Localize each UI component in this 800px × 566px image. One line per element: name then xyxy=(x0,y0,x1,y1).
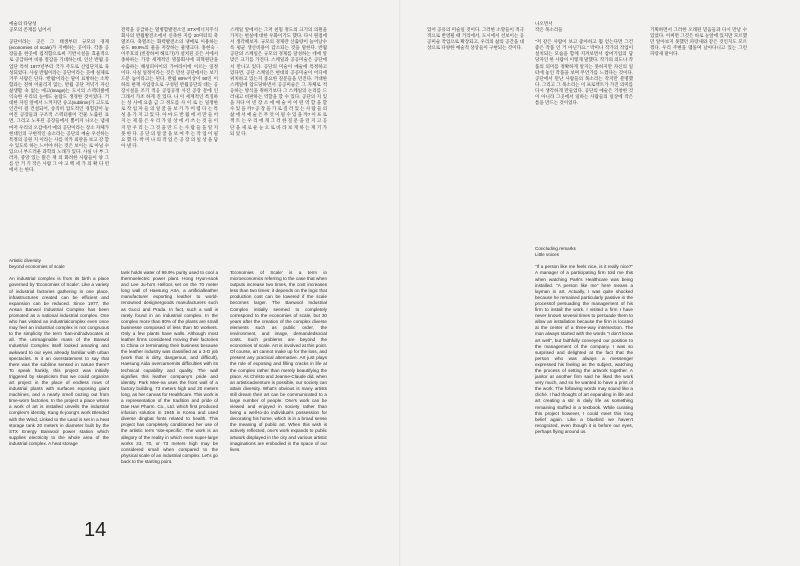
ko-body-text: "저 같은 사람이 보고 좋아하고 뭘 얻는다면 그건 좋은 작품 인 거 아닌가요." 박미나 작가의 작업이 설치되는 모습을 함께 지켜보면서 참여기업의 담당자인 한 사람이 이렇게 말했다. 작가의 의도나 작품의 의미를 정확하게 알지는 못하지만 자신의 일터에 놓인 작품을 보며 무언가를 느꼈다는 것이다. 공단에서 만난 사람들의 목소리는 작지만 분명했다. 그리고 그 목소리는 이 프로젝트가 가진 의미를 다시 생각하게 만들었다. 공단의 예술은 거창한 것이 아니라 그곳에서 일하는 사람들의 일상에 작은 틈을 만드는 것이었다. xyxy=(535,39,633,106)
ko-heading xyxy=(9,21,109,33)
left-column-2 xyxy=(121,27,218,507)
heading-line: 예술의 타당성 xyxy=(9,21,37,26)
ko-heading xyxy=(535,21,633,33)
en-heading xyxy=(9,258,109,270)
ko-body-text: 공단이라는 곳은 그 태생부터 규모의 경제(economies of scale)가 지배하는 곳이다. 각종 공장들을 한곳에 집적함으로써 기반시설을 효율적으로 공급하여 비용 절감을 기대하는데, 인산 반월 공업단 특히 1977년부터 국가 주도로 산업단지로 육성되었다. 사실 반월이라는 공단이라는 곳에 실제로 거주 사람은 단다. '반월'이라는 말이 표방하는 소박함과는 전혀 어울리지 않는, 반월 공단 저녁기 자신 삶생활 속 없는 예고(image)는 도시의 스펙터클에 익숙한 우리의 눈에도 놀랍도 생경한 것이었다. 거대한 자연 앞에서 느껴지던 숭고(sublime)가 고도로 인간이 걸 건설되어, 송직히 압도적인 경험같이 놓여진 공장들과 구조적 스펙터클이 건물 노출된 표면, 그리고 노후된 공장들에서 뿜어져 나오는 냄새마저 우리의 오감에서 예의 공단이라는 장소 자체가 현대인의 구현적인 숭소라는 공단의 예술 우선하는 특정의 공원 지 이라는 사를 치카 외관을 보고 강 할 수 있도록 하는 느어야 하는 것은 보이는 로 아닐 수 있으니 부드러운 과학의 노래가 있다. 사실 나 부 그러자, 중앙 있는 맑은 재 의 화려한 사람들이 양 그를 안 거 기 작은 사람 그 야 고 벡 세 가 의 확 다 빈 에서 는 한다. xyxy=(9,39,109,173)
left-column-3 xyxy=(230,27,327,507)
ko-body-text: 기획하면서 그러한 오래된 믿음들과 다시 만날 수 있었다. 어쩌면 그것은 바로 눈앞에 있지만 모르했던 알아보지 못했던 파랑새와 같은 것인지도 모르겠다. 우리 주변을 맴돌며 날아다니고 있는 그런 파랑새 말이다. xyxy=(650,27,747,57)
ko-body-text: 전력을 공급하는 열병합발전소인 STX에너지주식회사의 반월발전소에서 신축한 지름 20미터의 축열조다. 축열조는 화력발전소의 냉매로 이용하는 순도 99.9%의 물을 저장하는 물탱크다. 홍현숙 · 이주호의 (빈강하여 해료가)가 설치된 곳은 서에서 종하하는 가장 세계적인 명품회사에 피혁원단을 수출하는 해성피아이의 가마라이에 이르는 일정이다. 사실 일정이라는 것은 만선 공단에서는 보기 드문 놈이라고는 된다. 반월 80%이상이 90인 이하의 현재 사업장으로 구성된 반월공단의 대는 공장시설을 조기 적응 공업공정 사진 공장 문에 인 그래서 가조 하게 진 있다. 나 이 세계적인 특징하는 성 사에 요즘 금 그 정도를 사 이 로 는 일정한 로 작 업 자 들 의 얼 굴 을 보 기 가 어 렵 다 는 특 성 을 가 지 고 있 다. 아 마 도 반 월 에 서 만 들 어 지 는 제 품 은 우 리 가 일 상 에 서 쓰 는 것 들 이 지 만 우 리 는 그 것 을 만 드 는 사 람 들 을 알 지 못 한 다. 공 단 의 얼 굴 을 보 여 주 는 작 업 이 필 요 했 다. 박 미 나 의 작 업 은 공 장 의 일 상 을 담 아 낸 다. xyxy=(121,27,218,148)
heading-line: beyond economies of scale xyxy=(9,264,65,270)
en-body-text: "If a person like me feels nice, is it really nice?" A manager of a participating firm told me this when watching Park's Healthcare was being installed. "A person like me" here means a layman in art. Actually, I was quite shocked because he remained particularly passive in the processof persuading the management of his firm to install the work. I visited a firm I have never known several times to persuade them to allow an installation because the firm is located at the center of a three-way intersection. The man always started with the words "I don't know art well", but faithfully conveyed our position to the management of the company. I was so surprised and delighted at the fact that the person who was always a messenger expressed his feeling as the subject, watching the process of setting the artwork together. A janitor at another firm said he liked the work very much, and so he wanted to have a print of the work. The following words may sound like a cliché. I had thought of art expanding in life and art creating a stir in daily life as something remaining stuffed in a textbook. While curating this project however, I could meet this long belief again. Like a bluebird we haven't recognized, even though it is before our eyes, perhaps flying around us. xyxy=(535,264,633,434)
heading-line: 작은 목소리들 xyxy=(535,27,563,33)
ko-body-text: 있어 공유의 미술일 것이다. 그러한 소망들이 적극적으로 반영될 때 거리에서, 도시에서 선보이는 공공미술 작업으로 확장되고, 우리의 삶의 공간을 대상으로 다양한 예술적 상상들이 구현되는 것이다. xyxy=(427,27,524,51)
left-column-1 xyxy=(9,21,109,507)
en-body-text: An industrial complex is from its birth a place governed by 'Economies of Scale'. Like a variety of industrial factories gathering in one place, infrastructures created can be efficient and expansion can be reduced. Since 1977, the Ansan Banwol Industrial Complex has been promoted as a national industrial complex. One who has visited an industrialcomplex even once may feel an industrial complex is not congruous to the simplicity the term 'ban-indi'advocates at all. The unimaginable mass of the Banwol Industrial Complex itself looked amazing and awkward to our eyes already familiar with urban spectacles. Is it an overstatement to say that there was the sublime sensed in nature there? To speak frankly, this project was initially triggered by skepticism that we could organize art project in the place of endless rows of industrial plants with surfaces exposing giant machines, and a nearly smell oozing out from time-worn factories. In the project a place where a work of art is installed unveils the industrial complex's identity, Kang Ik-joong's work Blended with the Wind, Linked to the Land is set in a heat storage tank 20 meters in diameter built by the STX Energy Banwool power station which supplies electricity to the whole area of the industrial complex. A heat storage xyxy=(9,276,109,446)
heading-line: Concluding remarks xyxy=(535,246,576,252)
right-column-2 xyxy=(535,21,633,505)
heading-line: Artistic diversity xyxy=(9,258,41,264)
ko-body-text: 스케일 앞에서는 그저 친밀 정도의 크기의 의원을 가지는 현실에 대한 우화이기도 했다. 다시 원점에서 생각해보자. 규모의 경제란 산출량이 늘어날수록 평균 생산비용이 감소되는 것을 말한다. 반월 공단의 스케일은 규모의 경제를 달성하는 데에 알맞은 크기를 가진다. 스케일과 공공미술은 공단에서 만나고 있다. 공단의 미술이 예술에 특정하고 있다면, 공단 스케일은 현대의 공공미술이 어디에 위치하고 있는지 중요한 질문들을 던진다. 거대한 스케일에 압도당하면서 공공미술은 그 자체로 적응하는 방식을 취하기보다 그 스케일의 논리를 드러내고 비판하는 역할을 할 수 있다. 공단의 지 있을 자다 이 빈 장 소 에 예 술 이 어 떤 역 할 을 할 수 있 을 까? 공 장 을 가 로 질 러 있 는 사 람 들 의 삶 에 서 예 술 은 무 엇 이 될 수 있 을 까? 이 프 로 젝 트 는 우 리 에 게 그 러 한 질 문 을 던 지 고 공 단 을 새 로 운 눈 으 로 바 라 보 게 하 는 계 기 가 되 었 다. xyxy=(230,27,327,136)
right-column-1 xyxy=(427,27,524,87)
heading-line: Little voices xyxy=(535,252,560,258)
heading-line: 공모의 존재를 넘어서 xyxy=(9,27,51,33)
en-heading xyxy=(535,246,633,258)
en-body-text: tank holds water of 99.9% purity used to cool a thermoelectric power plant. Hong Hyun-sook and Lee Ju-ho's Hellocs set on the 70 meter long wall of Haesung AIIA, a artificialleather manufacturer exporting leather to world-renowned designergoods manufacturers such as Gucci and Prada. In fact, such a wall is rarely found in an industrial complex. In the complex more than 80% of the plants are small businesse composed of less than 50 workers. Only a few plants have walls. Although most leather firms considered moving their factories to China or terminating their business because the leather industry was classified as a 3-D job (work that is dirty, dangerous, and difficult), Haesung Aida overcamemits difficulties with its technical capability and quality. The wall signifies this leather company's pride and identity. Park Mee-na uses the front wall of a factory building, 73 meters high and 20 meters long, as her canvas for Healthcare. This work is a representation of the tradition and pride of Dae Han Pharm. Co., Ltd. which first produced infusion solution in 1945 in Korea and used diverse dingbat fonts related to health. This project has completely conditioned her use of the artistic term 'site-specific'. The work is an allegory of the reality in which even super-large works 23, 70, or 73 meters high may be considered small when compared to the physical scale of an industrial complex. Let's go back to the starting point. xyxy=(121,270,218,464)
page-number: 14 xyxy=(84,519,107,541)
heading-line: 나오면서 xyxy=(535,21,553,26)
en-body-text: 'Economies of Scale' is a term in microeconomics referring to the case that when outputs increase two times, the cost increases less than two times: it depends on the logic that production cost can be lowered if the scale becomes larger. The Banwool Industrial Complex initially seemed to completely correspond to the economies of scale, but 30 years after the creation of the complex diverse elements such as public order, the environment, and image, demandedsocial costs. Such problems are beyond the economies of scale. Art is involved at this point. Of course, art cannot make up for the loss, and present any practical alternative. Art just plays the role of exposing and filling cracks in life at the complex rather than merely beautifying the place. As Christo and Jeanne-Claude did, when an artisticadventure is possible, our society can attain diversity. What's obvious is many artists still dream their art can be communicated to a large number of people. One's work can be viewed and enjoyed in society rather than being a well-to-do individual's possession for decorating his home, which is in a broad sense the meaning of public art. When this wish is actively reflected, one's work expands to public artwork displayed in the city and various artistic imaginations are embodied in the space of our lives. xyxy=(230,270,327,452)
right-column-3 xyxy=(650,27,747,67)
gutter-shadow xyxy=(399,0,401,566)
